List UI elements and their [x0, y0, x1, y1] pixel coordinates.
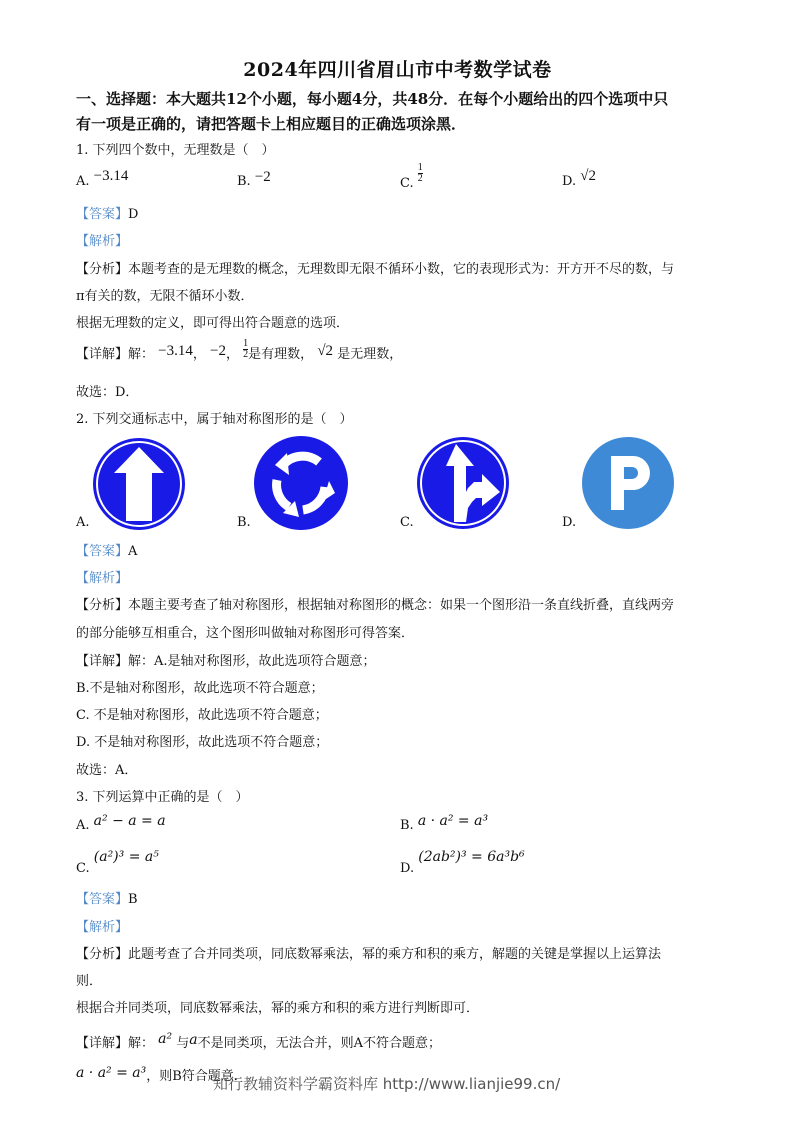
q3-option-b: B. a · a² = a³ [400, 813, 489, 833]
q2-answer: 【答案】A [76, 544, 138, 559]
q2-option-a-label: A. [76, 515, 90, 530]
q3-fenxi-line2: 则． [76, 974, 103, 989]
parking-sign-icon [581, 436, 675, 530]
q1-analysis-header: 【解析】 [76, 234, 129, 249]
q2-option-b-label: B. [237, 515, 251, 530]
section-heading-line1: 一、选择题：本大题共12个小题，每小题4分，共48分．在每个小题给出的四个选项中只 [76, 90, 669, 108]
q2-option-d-label: D. [562, 515, 577, 530]
q1-fenxi-line1: 【分析】本题考查的是无理数的概念，无理数即无限不循环小数，它的表现形式为：开方开不尽的数，与 [76, 262, 675, 277]
q1-option-c: C. $\frac{1}{2}$ [400, 162, 423, 191]
q3-option-d: D. (2ab²)³ = 6a³b⁶ [400, 849, 525, 876]
q3-detail-line1: 【详解】解： a² 与a不是同类项，无法合并，则A不符合题意； [76, 1031, 442, 1051]
q3-stem: 3. 下列运算中正确的是（ ） [76, 790, 249, 805]
q3-detail-line2: a · a² = a³，则B符合题意． [76, 1065, 247, 1084]
straight-or-right-turn-sign-icon [416, 436, 510, 530]
q2-option-c-label: C. [400, 515, 414, 530]
page-title: 2024年四川省眉山市中考数学试卷 [243, 59, 552, 81]
roundabout-sign-icon [253, 435, 349, 531]
fraction: $\frac{1}{2}$ [417, 162, 423, 184]
q2-fenxi-line2: 的部分能够互相重合，这个图形叫做轴对称图形可得答案． [76, 626, 415, 641]
q2-stem: 2. 下列交通标志中，属于轴对称图形的是（ ） [76, 412, 353, 427]
q1-option-b: B. −2 [237, 169, 271, 189]
q2-detail-line4: D. 不是轴对称图形，故此选项不符合题意； [76, 735, 329, 750]
q2-detail-line1: 【详解】解：A.是轴对称图形，故此选项符合题意； [76, 654, 376, 669]
q2-conclusion: 故选：A． [76, 763, 138, 778]
q2-fenxi-line1: 【分析】本题主要考查了轴对称图形，根据轴对称图形的概念：如果一个图形沿一条直线折叠，直线两旁 [76, 598, 675, 613]
q3-fenxi-line1: 【分析】此题考查了合并同类项，同底数幂乘法，幂的乘方和积的乘方，解题的关键是掌握以上运算法 [76, 947, 662, 962]
q3-option-a: A. a² − a = a [76, 813, 166, 833]
q1-fenxi-line3: 根据无理数的定义，即可得出符合题意的选项． [76, 316, 350, 331]
q3-analysis-header: 【解析】 [76, 920, 129, 935]
q1-option-a: A. −3.14 [76, 168, 129, 189]
q1-detail: 【详解】解： −3.14， −2， $\frac{1}{2}$ 是有理数， √2 是无理数， [76, 338, 403, 362]
q1-option-d: D. √2 [562, 168, 596, 189]
q3-fenxi-line3: 根据合并同类项，同底数幂乘法，幂的乘方和积的乘方进行判断即可． [76, 1001, 480, 1016]
q3-option-c: C. (a²)³ = a⁵ [76, 849, 159, 876]
q3-answer: 【答案】B [76, 892, 138, 907]
q1-fenxi-line2: π有关的数，无限不循环小数． [76, 289, 254, 304]
q2-detail-line3: C. 不是轴对称图形，故此选项不符合题意； [76, 708, 328, 723]
section-heading-line2: 有一项是正确的，请把答题卡上相应题目的正确选项涂黑． [76, 115, 467, 133]
fraction: $\frac{1}{2}$ [243, 338, 249, 360]
q2-analysis-header: 【解析】 [76, 571, 129, 586]
q1-answer: 【答案】D [76, 207, 139, 222]
q2-detail-line2: B.不是轴对称图形，故此选项不符合题意； [76, 681, 324, 696]
straight-ahead-sign-icon [92, 437, 186, 531]
q1-stem: 1. 下列四个数中，无理数是（ ） [76, 143, 275, 158]
watermark: 知行教辅资料学霸资料库 http://www.lianjie99.cn/ [213, 1075, 561, 1093]
q1-conclusion: 故选：D． [76, 385, 139, 400]
